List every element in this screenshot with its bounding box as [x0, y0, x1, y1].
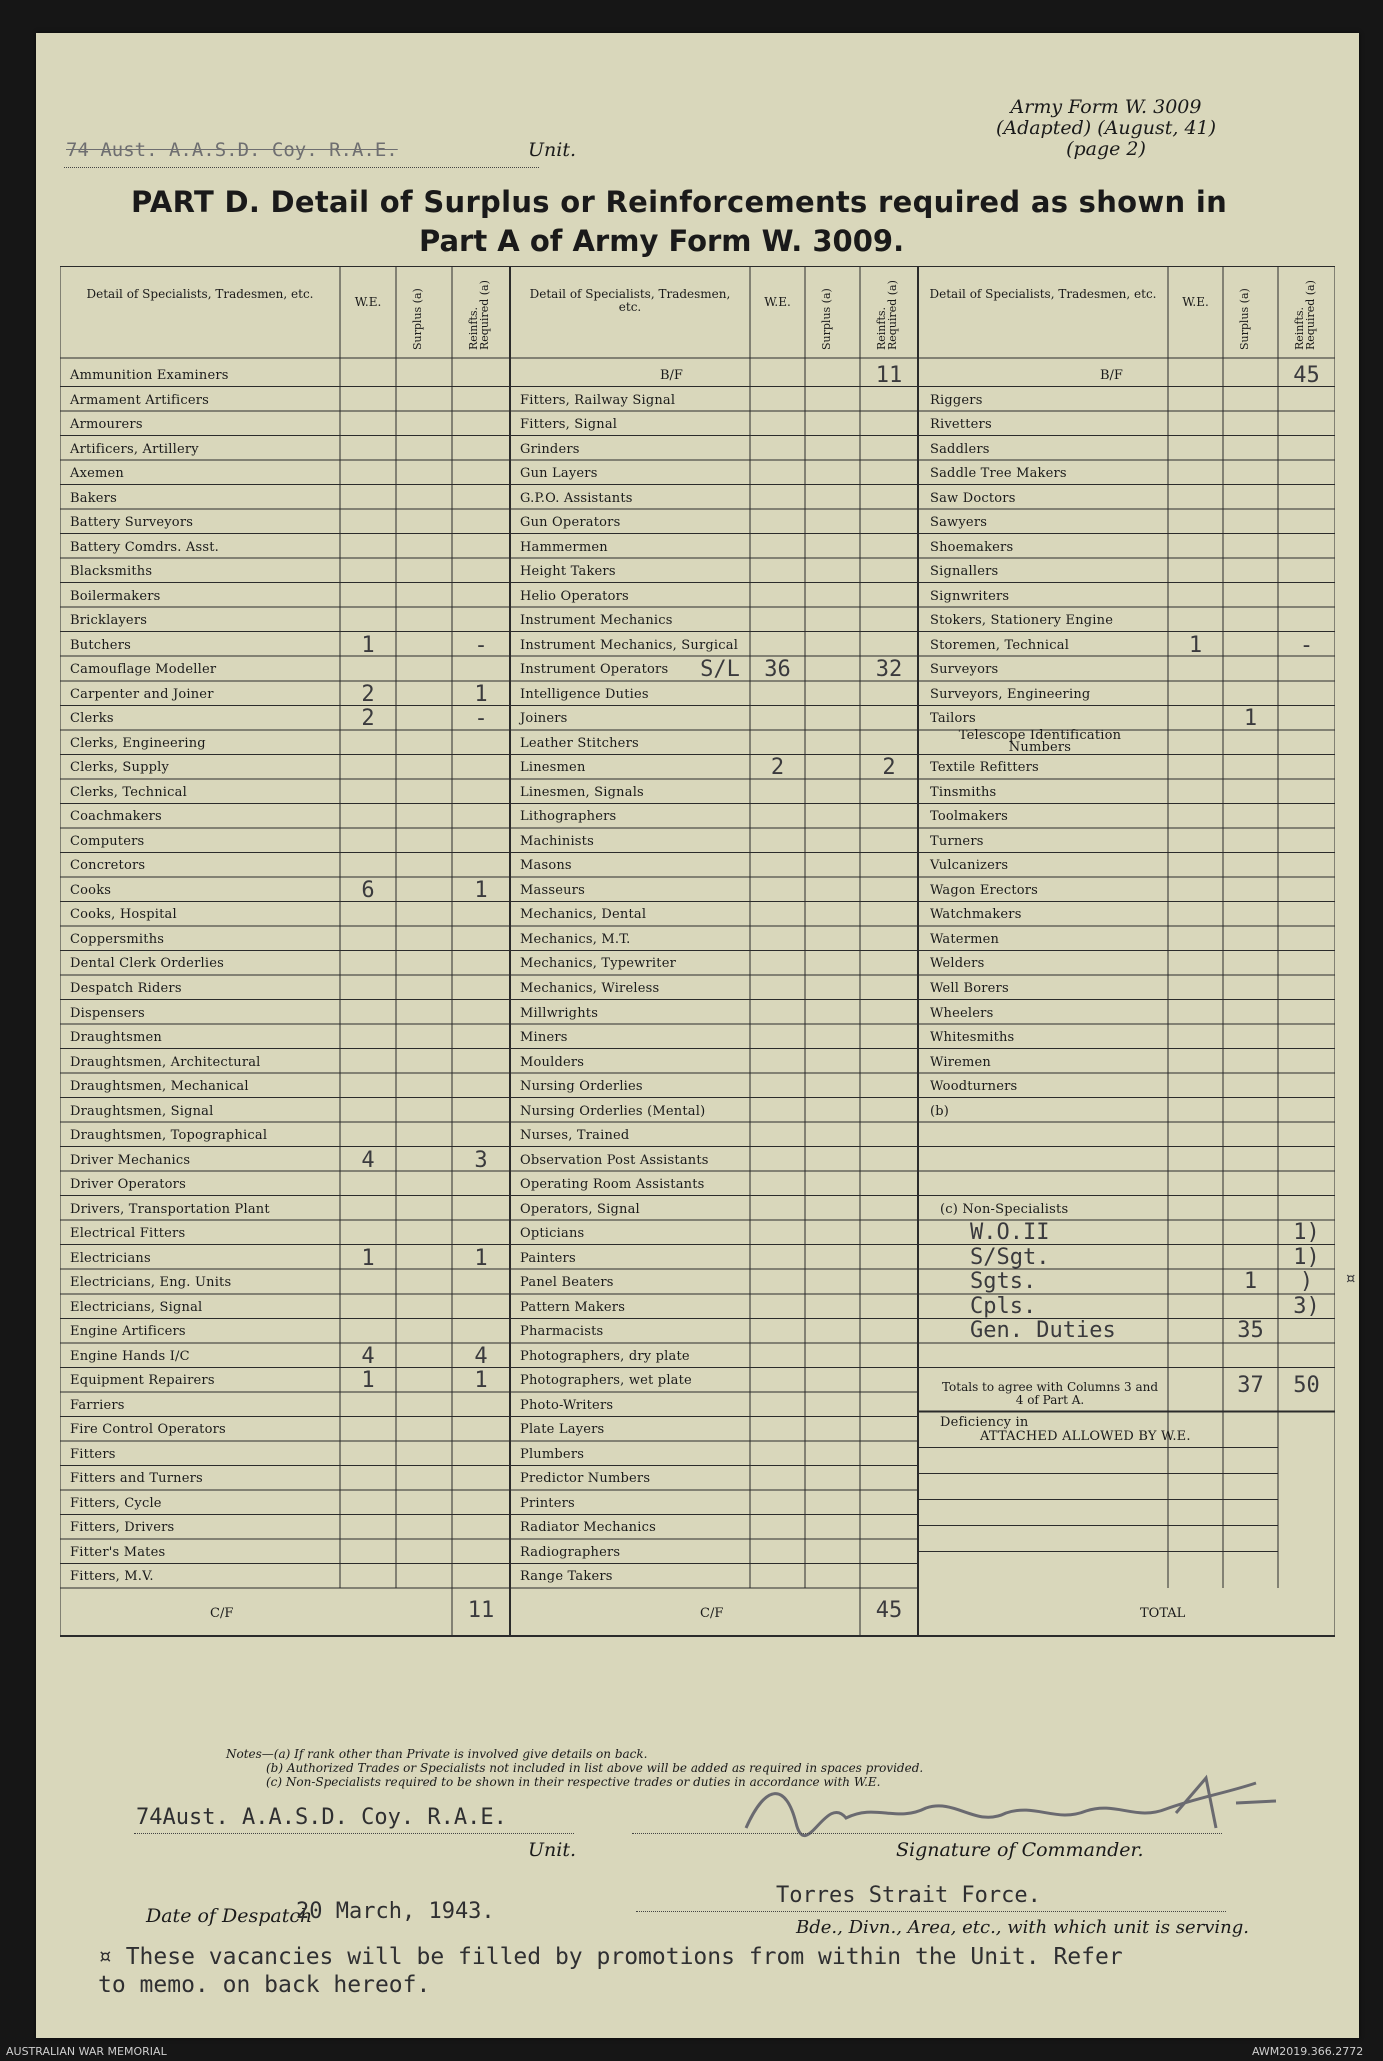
table-row-label: Joiners [520, 711, 568, 727]
table-row-label: Toolmakers [930, 809, 1009, 825]
we-value: 1 [361, 1245, 375, 1271]
reinf-value: 1 [474, 681, 488, 707]
we-value: 4 [361, 1343, 375, 1369]
table-row-label: Instrument Mechanics, Surgical [520, 637, 739, 653]
we-value: 1 [361, 632, 375, 658]
table-row-label: Concretors [70, 858, 146, 874]
table-row-label: Range Takers [520, 1569, 613, 1585]
we-value: 1 [361, 1368, 375, 1394]
note-a: Notes—(a) If rank other than Private is involved give details on back. [226, 1747, 648, 1761]
table-row-label: Dental Clerk Orderlies [70, 956, 224, 972]
table-row-label: Battery Surveyors [70, 515, 194, 531]
non-specialist-rank: Sgts. [970, 1269, 1037, 1295]
we-value: 6 [361, 877, 375, 903]
table-row-label: Stokers, Stationery Engine [930, 613, 1114, 629]
table-row-label: Printers [520, 1495, 575, 1511]
table-row-label: Sawyers [930, 515, 988, 531]
table-row-label: Electricians, Eng. Units [70, 1275, 232, 1291]
date-of-despatch-label: Date of Despatch [146, 1905, 313, 1927]
table-row-label: Coppersmiths [70, 931, 165, 947]
table-row-label: (b) [930, 1103, 950, 1119]
table-row-label: Masons [520, 858, 572, 874]
table-row-label: Watermen [930, 931, 1000, 947]
non-specialist-rank: W.O.II [970, 1220, 1050, 1246]
reinf-value: - [1299, 632, 1314, 658]
table-row-label: Woodturners [930, 1079, 1018, 1095]
unit-label-bottom: Unit. [528, 1839, 577, 1861]
table-row-label: Carpenter and Joiner [70, 686, 214, 702]
table-row-label: Axemen [70, 466, 125, 482]
table-row-label: Painters [520, 1250, 576, 1266]
table-row-label: Predictor Numbers [520, 1471, 651, 1487]
table-row-label: Masseurs [520, 882, 585, 898]
table-row-label: Hammermen [520, 539, 608, 555]
reinf-value: - [474, 706, 488, 732]
row-note: S/L [700, 657, 740, 683]
table-row-label: Fitters, Drivers [70, 1520, 175, 1536]
reinf-value: ) [1299, 1269, 1314, 1295]
header-reinf-3: Reinfts. Required (a) [1293, 280, 1317, 350]
non-specialist-rank: Cpls. [970, 1293, 1037, 1319]
unit-line-bottom [134, 1833, 574, 1834]
header-surplus-2: Surplus (a) [820, 288, 833, 350]
table-row-label: Mechanics, Typewriter [520, 956, 677, 972]
table-row-label: Bakers [70, 490, 117, 506]
surplus-value: 35 [1237, 1318, 1264, 1344]
table-row-label: Draughtsmen, Topographical [70, 1128, 268, 1144]
table-row-label: Electrical Fitters [70, 1226, 186, 1242]
header-surplus-1: Surplus (a) [411, 288, 424, 350]
table-row-label: Tinsmiths [930, 784, 997, 800]
specialists-table [60, 266, 1356, 1766]
table-row-label: Opticians [520, 1226, 585, 1242]
non-specialist-rank: Gen. Duties [970, 1318, 1116, 1344]
table-row-label: Fitters, Signal [520, 417, 618, 433]
table-row-label: Electricians [70, 1250, 151, 1266]
bf-label-2: B/F [660, 368, 683, 383]
table-row-label: Driver Mechanics [70, 1152, 191, 1168]
table-row-label: Mechanics, Wireless [520, 981, 660, 996]
reinf-value: 4 [474, 1343, 488, 1369]
totals-label: Totals to agree with Columns 3 and 4 of Part A. [941, 1380, 1159, 1408]
table-row-label: Saw Doctors [930, 490, 1016, 506]
formation-value: Torres Strait Force. [776, 1883, 1041, 1908]
table-row-label: Cooks, Hospital [70, 907, 177, 923]
reinf-value: 2 [882, 755, 896, 781]
form-page [36, 33, 1359, 2038]
table-row-label: Butchers [70, 637, 131, 653]
table-row-label: Driver Operators [70, 1177, 186, 1193]
table-row-label: Storemen, Technical [930, 637, 1070, 653]
archive-accession: AWM2019.366.2772 [1252, 2045, 1364, 2058]
table-row-label: Battery Comdrs. Asst. [70, 539, 219, 555]
promotion-marker: ¤ [1345, 1268, 1356, 1290]
table-row-label: Helio Operators [520, 588, 629, 604]
reinf-value: 1 [474, 1245, 488, 1271]
table-row-label: Lithographers [520, 809, 617, 825]
cf-value-2: 45 [875, 1598, 903, 1623]
note-b: (b) Authorized Trades or Specialists not included in list above will be added as required in spaces provided. [266, 1761, 924, 1775]
table-row-label: Signallers [930, 564, 999, 580]
reinf-value: 32 [875, 657, 903, 683]
table-row-label: Photographers, dry plate [520, 1348, 690, 1364]
header-we-3: W.E. [1182, 295, 1209, 309]
table-row-label: Equipment Repairers [70, 1373, 215, 1389]
table-row-label: Pharmacists [520, 1324, 604, 1340]
table-row-label: Draughtsmen, Architectural [70, 1054, 261, 1070]
form-title-line2: Part A of Army Form W. 3009. [419, 224, 905, 258]
header-reinf-1: Reinfts. Required (a) [467, 280, 491, 350]
table-row-label: Height Takers [520, 564, 616, 580]
signature-line [632, 1833, 1222, 1834]
we-value: 2 [361, 681, 375, 707]
table-row-label: Leather Stitchers [520, 735, 639, 751]
surplus-value: 1 [1243, 1269, 1258, 1295]
unit-label-top: Unit. [528, 139, 577, 161]
table-row-label: Camouflage Modeller [70, 662, 217, 678]
table-row-label: Drivers, Transportation Plant [70, 1201, 270, 1217]
table-row-label: G.P.O. Assistants [520, 490, 633, 506]
form-title-line1: PART D. Detail of Surplus or Reinforcements required as shown in [131, 185, 1228, 219]
table-row-label: Gun Operators [520, 515, 621, 531]
form-ref-line3: (page 2) [1066, 138, 1146, 160]
table-row-label: Instrument Mechanics [520, 613, 673, 629]
table-row-label: Engine Hands I/C [70, 1348, 190, 1364]
unit-value-top: 74 Aust. A.A.S.D. Coy. R.A.E. [66, 139, 398, 161]
table-row-label: Turners [930, 833, 984, 849]
promotions-footnote [98, 1943, 1123, 1999]
table-grid [60, 266, 1335, 1766]
header-detail-2: Detail of Specialists, Tradesmen, etc. [529, 287, 731, 314]
table-row-label: Rivetters [930, 417, 992, 433]
table-row-label: Telescope Identification Numbers [958, 727, 1122, 755]
table-row-label: Armament Artificers [70, 392, 210, 408]
table-row-label: Textile Refitters [930, 760, 1039, 776]
header-surplus-3: Surplus (a) [1238, 288, 1251, 350]
table-row-label: Panel Beaters [520, 1275, 614, 1291]
table-row-label: Draughtsmen [70, 1030, 162, 1046]
bf-label-3: B/F [1100, 368, 1123, 383]
we-value: 2 [361, 706, 375, 732]
signature-label: Signature of Commander. [896, 1839, 1144, 1861]
table-row-label: Watchmakers [930, 907, 1022, 923]
table-row-label: Clerks, Engineering [70, 735, 206, 751]
footnote-line1: ¤ These vacancies will be filled by promotions from within the Unit. Refer [98, 1944, 1123, 1970]
table-row-label: Machinists [520, 833, 594, 849]
cf-label-2: C/F [700, 1606, 724, 1621]
form-ref-line1: Army Form W. 3009 [1010, 96, 1202, 118]
table-row-label: Signwriters [930, 588, 1010, 604]
table-row-label: Shoemakers [930, 539, 1014, 555]
table-row-label: Computers [70, 833, 145, 849]
cf-value-1: 11 [467, 1598, 495, 1623]
table-row-label: Tailors [930, 711, 976, 727]
table-row-label: Mechanics, M.T. [520, 931, 631, 947]
table-row-label: Wheelers [930, 1005, 994, 1021]
header-we-1: W.E. [354, 295, 382, 309]
bf-value-2: 11 [875, 363, 903, 388]
table-row-label: Clerks [70, 711, 114, 727]
reinf-value: 3) [1293, 1293, 1320, 1319]
we-value: 36 [764, 657, 791, 683]
table-row-label: Nurses, Trained [520, 1128, 630, 1144]
table-row-label: Boilermakers [70, 588, 161, 604]
form-ref-line2: (Adapted) (August, 41) [995, 117, 1217, 139]
total-reinf: 50 [1293, 1373, 1320, 1399]
note-c: (c) Non-Specialists required to be shown in their respective trades or duties in accordance with W.E. [266, 1775, 881, 1789]
table-row-label: Welders [930, 956, 985, 972]
table-row-label: Mechanics, Dental [520, 907, 647, 923]
table-row-label: Linesmen, Signals [520, 784, 644, 800]
table-row-label: Engine Artificers [70, 1324, 186, 1340]
deficiency-label: Deficiency in [940, 1415, 1029, 1431]
table-row-label: Fitter's Mates [70, 1544, 166, 1560]
table-row-label: Wiremen [930, 1054, 991, 1070]
table-row-label: Blacksmiths [70, 564, 153, 580]
table-row-label: Pattern Makers [520, 1299, 626, 1315]
table-row-label: Armourers [70, 417, 143, 433]
table-row-label: Saddle Tree Makers [930, 466, 1067, 482]
table-row-label: Fitters, M.V. [70, 1569, 154, 1585]
table-row-label: Ammunition Examiners [70, 368, 229, 383]
table-row-label: Instrument Operators [520, 662, 669, 678]
table-row-label: Riggers [930, 392, 983, 408]
formation-label: Bde., Divn., Area, etc., with which unit is serving. [796, 1917, 1249, 1938]
table-row-label: Millwrights [520, 1005, 599, 1021]
table-row-label: Fire Control Operators [70, 1422, 226, 1438]
table-row-label: Cooks [70, 882, 112, 898]
formation-line [636, 1911, 1226, 1912]
table-row-label: Linesmen [520, 760, 586, 776]
cf-label-1: C/F [210, 1606, 234, 1621]
table-row-label: Draughtsmen, Signal [70, 1103, 214, 1119]
table-row-label: Grinders [520, 441, 580, 457]
header-detail-1: Detail of Specialists, Tradesmen, etc. [86, 287, 314, 301]
table-row-label: Nursing Orderlies (Mental) [520, 1103, 706, 1119]
table-row-label: Photographers, wet plate [520, 1373, 692, 1389]
footnote-line2: to memo. on back hereof. [98, 1972, 431, 1998]
non-specialists-label: (c) Non-Specialists [940, 1201, 1069, 1217]
table-row-label: Vulcanizers [930, 858, 1009, 874]
bf-value-3: 45 [1293, 363, 1320, 388]
table-row-label: Coachmakers [70, 809, 162, 825]
header-detail-3: Detail of Specialists, Tradesmen, etc. [929, 287, 1157, 301]
deficiency-heading: ATTACHED ALLOWED BY W.E. [980, 1429, 1191, 1445]
unit-value-bottom: 74Aust. A.A.S.D. Coy. R.A.E. [136, 1805, 507, 1830]
table-row-label: Radiographers [520, 1544, 621, 1560]
table-row-label: Draughtsmen, Mechanical [70, 1079, 249, 1095]
we-value: 2 [770, 755, 785, 781]
header-reinf-2: Reinfts. Required (a) [875, 280, 899, 350]
reinf-value: 1 [474, 1368, 488, 1394]
table-row-label: Clerks, Supply [70, 760, 170, 776]
table-row-label: Farriers [70, 1397, 125, 1413]
header-we-2: W.E. [764, 295, 791, 309]
table-row-label: Saddlers [930, 441, 990, 457]
non-specialist-rank: S/Sgt. [970, 1244, 1050, 1270]
table-row-label: Bricklayers [70, 613, 148, 629]
table-row-label: Fitters [70, 1446, 116, 1462]
reinf-value: - [474, 632, 488, 658]
total-surplus: 37 [1237, 1373, 1264, 1399]
table-row-label: Photo-Writers [520, 1397, 614, 1413]
table-row-label: Operating Room Assistants [520, 1177, 705, 1193]
we-value: 4 [361, 1147, 375, 1173]
reinf-value: 3 [474, 1147, 488, 1173]
table-row-label: Radiator Mechanics [520, 1520, 656, 1536]
table-row-label: Fitters, Cycle [70, 1495, 162, 1511]
table-row-label: Fitters, Railway Signal [520, 392, 676, 408]
we-value: 1 [1188, 632, 1203, 658]
table-row-label: Surveyors [930, 662, 999, 678]
archive-credit: AUSTRALIAN WAR MEMORIAL [6, 2045, 167, 2058]
table-row-label: Intelligence Duties [520, 686, 649, 702]
table-row-label: Operators, Signal [520, 1201, 640, 1217]
reinf-value: 1 [474, 877, 488, 903]
table-row-label: Clerks, Technical [70, 784, 187, 800]
table-row-label: Miners [520, 1030, 568, 1046]
table-row-label: Dispensers [70, 1005, 145, 1021]
table-row-label: Despatch Riders [70, 981, 182, 996]
form-reference [956, 97, 1256, 160]
table-row-label: Wagon Erectors [930, 882, 1039, 898]
table-row-label: Well Borers [930, 981, 1009, 996]
date-of-despatch-value: 20 March, 1943. [296, 1899, 495, 1924]
surplus-value: 1 [1243, 706, 1258, 732]
reinf-value: 1) [1293, 1220, 1320, 1246]
table-row-label: Nursing Orderlies [520, 1079, 643, 1095]
table-row-label: Plate Layers [520, 1422, 605, 1438]
table-row-label: Gun Layers [520, 466, 598, 482]
table-row-label: Plumbers [520, 1446, 585, 1462]
table-row-label: Fitters and Turners [70, 1471, 203, 1487]
table-row-label: Moulders [520, 1054, 585, 1070]
table-row-label: Surveyors, Engineering [930, 686, 1091, 702]
table-row-label: Observation Post Assistants [520, 1152, 709, 1168]
table-row-label: Artificers, Artillery [70, 441, 199, 457]
notes-block [226, 1747, 923, 1789]
reinf-value: 1) [1293, 1244, 1320, 1270]
table-row-label: Electricians, Signal [70, 1299, 203, 1315]
total-label: TOTAL [1140, 1606, 1186, 1621]
table-row-label: Whitesmiths [930, 1030, 1015, 1046]
